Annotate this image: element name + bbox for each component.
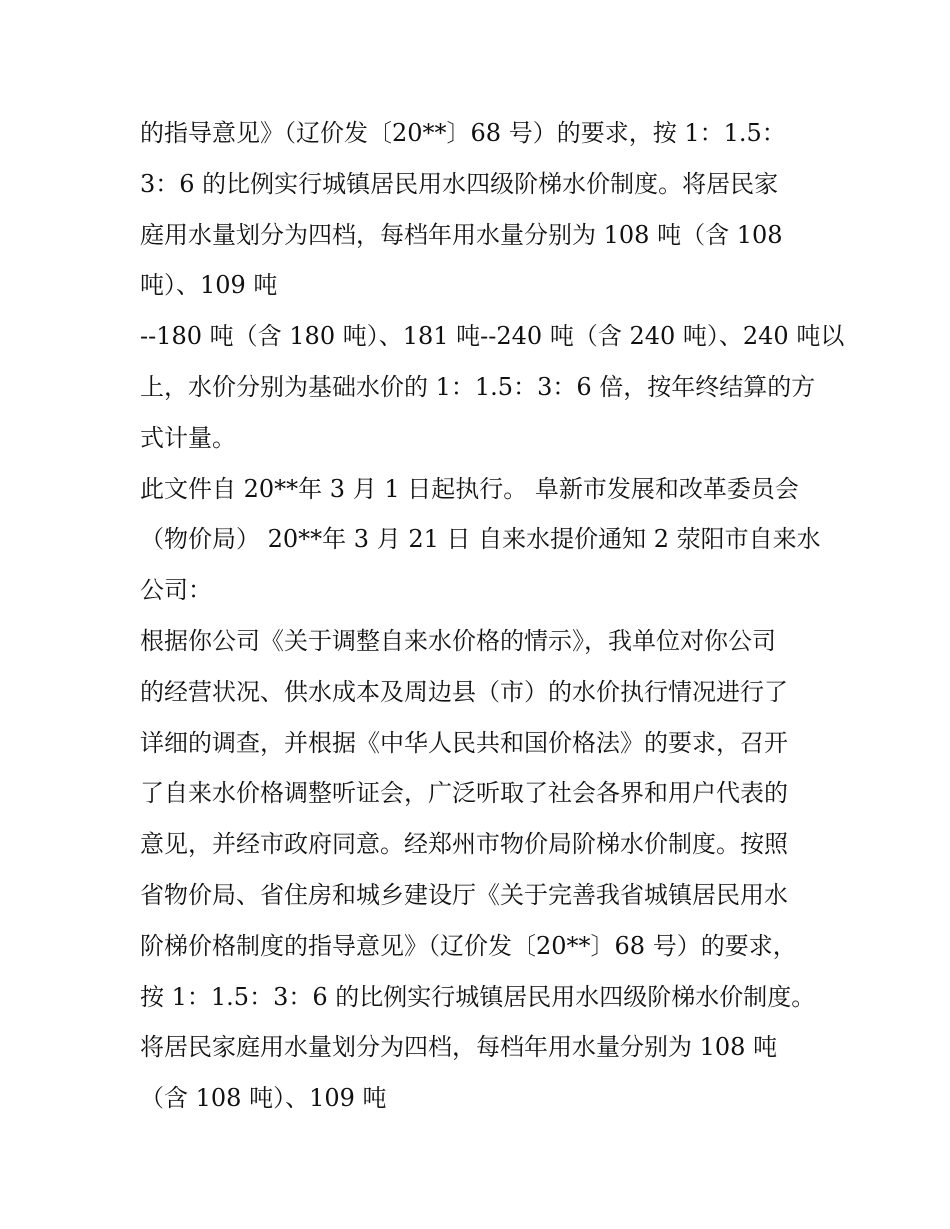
text-line: 式计量。 — [140, 423, 236, 452]
text-line: 吨）、109 吨 — [140, 271, 278, 300]
text-line: 庭用水量划分为四档，每档年用水量分别为 108 吨（含 108 — [140, 220, 783, 249]
text-line: 的指导意见》（辽价发〔20**〕68 号）的要求，按 1：1.5： — [140, 119, 786, 147]
body-text — [140, 108, 845, 1124]
text-line: （含 108 吨）、109 吨 — [140, 1084, 387, 1113]
text-line: 3：6 的比例实行城镇居民用水四级阶梯水价制度。将居民家 — [140, 169, 779, 198]
text-line: 的经营状况、供水成本及周边县（市）的水价执行情况进行了 — [140, 677, 788, 706]
text-line: 此文件自 20**年 3 月 1 日起执行。 阜新市发展和改革委员会 — [140, 474, 799, 503]
text-line: （物价局） 20**年 3 月 21 日 自来水提价通知 2 荥阳市自来水 — [140, 525, 821, 554]
text-line: 公司： — [140, 576, 212, 605]
text-line: 阶梯价格制度的指导意见》（辽价发〔20**〕68 号）的要求， — [140, 931, 797, 960]
text-line: 根据你公司《关于调整自来水价格的情示》，我单位对你公司 — [140, 626, 776, 655]
text-line: 上，水价分别为基础水价的 1：1.5：3：6 倍，按年终结算的方 — [140, 372, 816, 401]
text-line: --180 吨（含 180 吨）、181 吨--240 吨（含 240 吨）、240 吨以 — [140, 322, 845, 351]
text-line: 详细的调查，并根据《中华人民共和国价格法》的要求，召开 — [140, 728, 788, 757]
text-line: 省物价局、省住房和城乡建设厅《关于完善我省城镇居民用水 — [140, 880, 788, 909]
text-line: 将居民家庭用水量划分为四档，每档年用水量分别为 108 吨 — [140, 1033, 778, 1062]
text-line: 按 1：1.5：3：6 的比例实行城镇居民用水四级阶梯水价制度。 — [140, 982, 816, 1011]
text-line: 意见，并经市政府同意。经郑州市物价局阶梯水价制度。按照 — [140, 830, 788, 859]
text-line: 了自来水价格调整听证会，广泛听取了社会各界和用户代表的 — [140, 779, 788, 808]
